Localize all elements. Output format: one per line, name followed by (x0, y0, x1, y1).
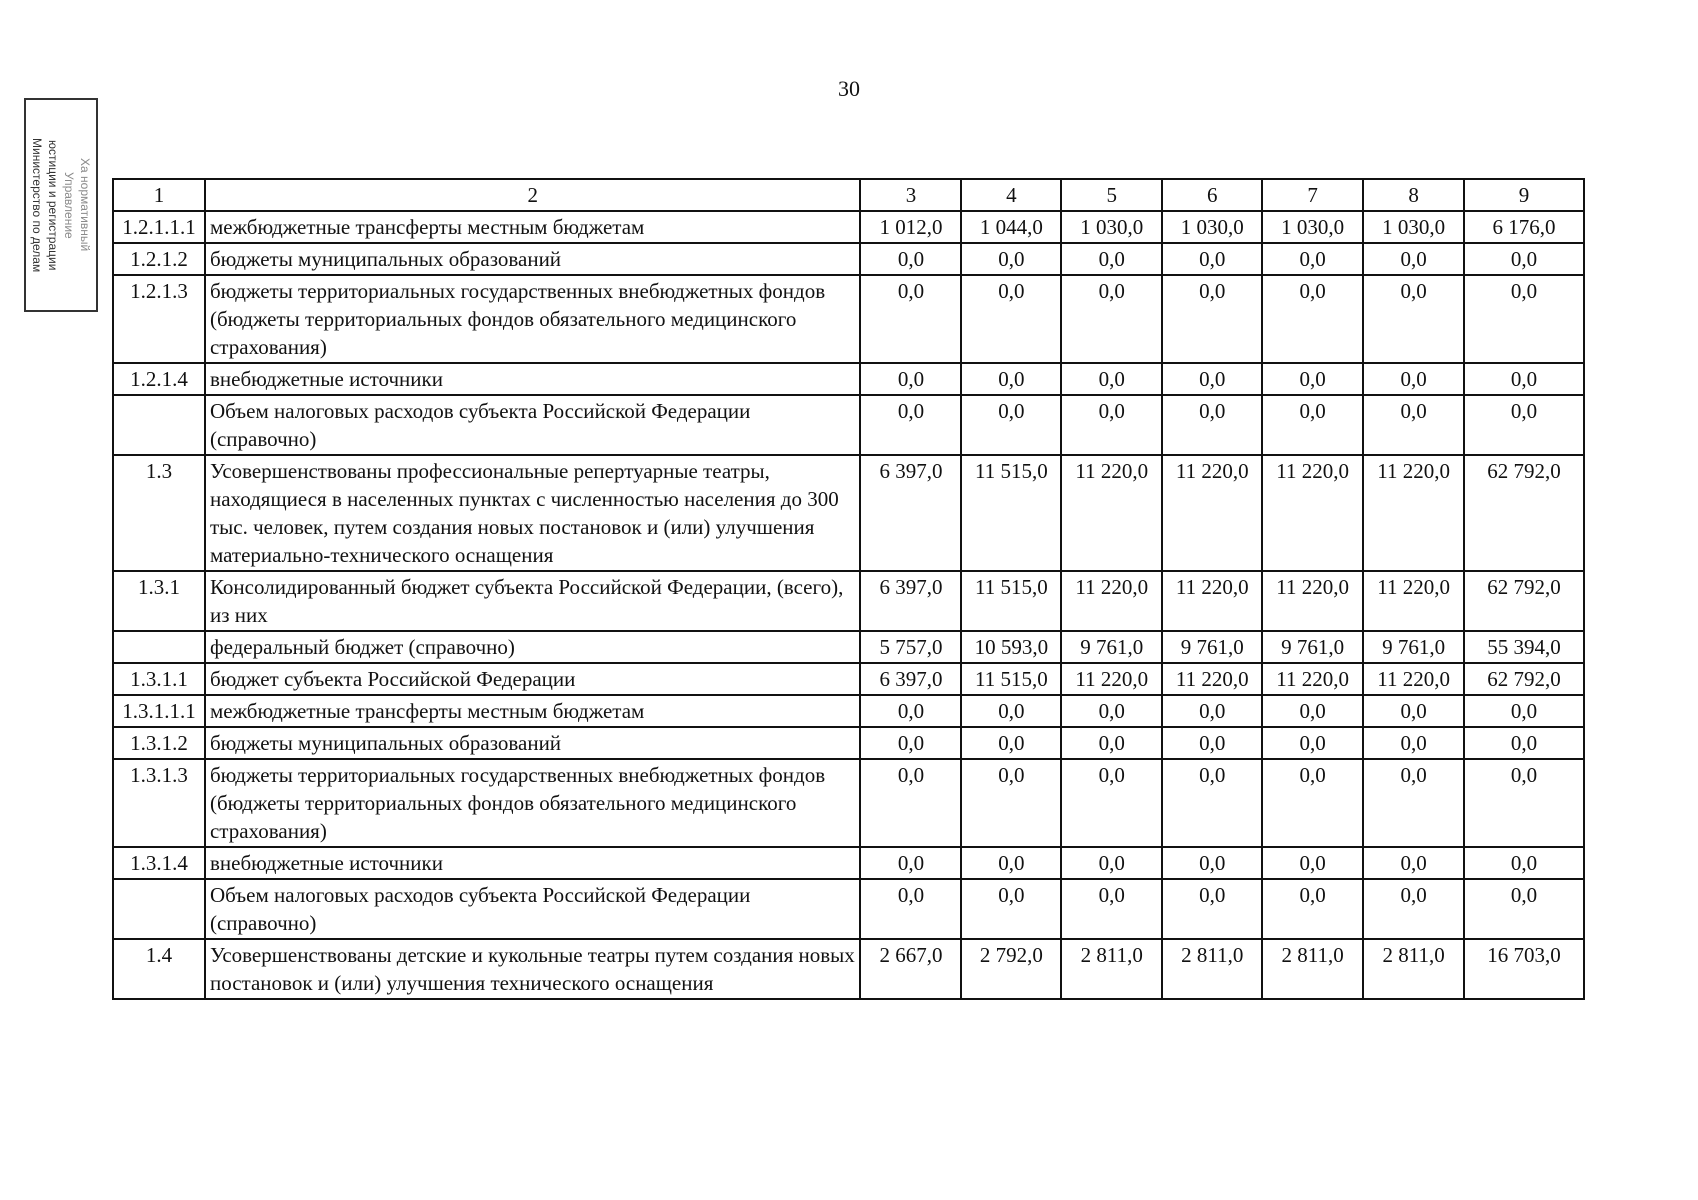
table-row (113, 455, 1584, 571)
table-row (113, 571, 1584, 631)
row-name: Усовершенствованы профессиональные репертуарные театры, находящиеся в населенных пунктах с численностью населения до 300 тыс. человек, путем создания новых постановок и (или) улучшения материально-технического оснащения (205, 455, 861, 571)
row-value: 0,0 (1464, 847, 1584, 879)
header-row (113, 179, 1584, 211)
row-value: 0,0 (961, 695, 1061, 727)
column-header: 8 (1363, 179, 1464, 211)
row-name: внебюджетные источники (205, 847, 861, 879)
table-row (113, 695, 1584, 727)
row-value: 11 220,0 (1061, 663, 1162, 695)
row-value: 55 394,0 (1464, 631, 1584, 663)
column-header: 1 (113, 179, 205, 211)
row-name: федеральный бюджет (справочно) (205, 631, 861, 663)
row-value: 0,0 (1162, 243, 1262, 275)
row-value: 0,0 (1464, 363, 1584, 395)
row-value: 0,0 (1061, 695, 1162, 727)
row-value: 11 220,0 (1061, 571, 1162, 631)
row-value: 0,0 (1363, 879, 1464, 939)
row-name: бюджеты муниципальных образований (205, 243, 861, 275)
row-value: 0,0 (860, 879, 961, 939)
row-value: 0,0 (860, 363, 961, 395)
table-row (113, 631, 1584, 663)
row-value: 62 792,0 (1464, 571, 1584, 631)
row-code (113, 631, 205, 663)
row-value: 9 761,0 (1262, 631, 1363, 663)
row-name: внебюджетные источники (205, 363, 861, 395)
row-value: 11 515,0 (961, 455, 1061, 571)
row-value: 0,0 (1262, 879, 1363, 939)
row-value: 1 030,0 (1363, 211, 1464, 243)
row-code (113, 395, 205, 455)
row-value: 11 220,0 (1162, 663, 1262, 695)
row-value: 0,0 (1162, 363, 1262, 395)
row-code: 1.3.1.1 (113, 663, 205, 695)
row-name: Усовершенствованы детские и кукольные театры путем создания новых постановок и (или) улучшения технического оснащения (205, 939, 861, 999)
row-value: 0,0 (1262, 363, 1363, 395)
row-value: 0,0 (1363, 395, 1464, 455)
row-value: 11 220,0 (1262, 455, 1363, 571)
row-name: бюджет субъекта Российской Федерации (205, 663, 861, 695)
row-name: Консолидированный бюджет субъекта Российской Федерации, (всего), из них (205, 571, 861, 631)
row-code: 1.2.1.3 (113, 275, 205, 363)
column-header: 3 (860, 179, 961, 211)
row-value: 0,0 (1262, 759, 1363, 847)
row-value: 0,0 (1464, 727, 1584, 759)
row-value: 0,0 (860, 695, 961, 727)
row-value: 0,0 (1363, 759, 1464, 847)
row-value: 0,0 (1162, 879, 1262, 939)
row-value: 0,0 (1061, 243, 1162, 275)
row-value: 0,0 (860, 759, 961, 847)
row-value: 10 593,0 (961, 631, 1061, 663)
column-header: 9 (1464, 179, 1584, 211)
row-value: 0,0 (1363, 243, 1464, 275)
row-value: 0,0 (1464, 395, 1584, 455)
row-value: 2 811,0 (1162, 939, 1262, 999)
row-value: 6 176,0 (1464, 211, 1584, 243)
row-value: 0,0 (1061, 847, 1162, 879)
column-header: 6 (1162, 179, 1262, 211)
stamp-line: Управление (62, 171, 76, 239)
row-code: 1.2.1.2 (113, 243, 205, 275)
row-value: 0,0 (1162, 695, 1262, 727)
budget-table (112, 178, 1585, 1000)
table-row (113, 395, 1584, 455)
row-value: 0,0 (1363, 847, 1464, 879)
row-value: 11 220,0 (1363, 455, 1464, 571)
row-value: 0,0 (961, 395, 1061, 455)
row-value: 0,0 (961, 759, 1061, 847)
row-value: 0,0 (1464, 243, 1584, 275)
row-value: 1 030,0 (1262, 211, 1363, 243)
row-code: 1.4 (113, 939, 205, 999)
row-name: Объем налоговых расходов субъекта Российской Федерации (справочно) (205, 395, 861, 455)
registration-stamp (24, 98, 98, 312)
table-row (113, 275, 1584, 363)
row-code: 1.3.1.4 (113, 847, 205, 879)
row-value: 0,0 (1061, 363, 1162, 395)
table-row (113, 847, 1584, 879)
row-value: 0,0 (1162, 759, 1262, 847)
table-row (113, 759, 1584, 847)
row-value: 0,0 (1262, 695, 1363, 727)
row-value: 0,0 (1162, 275, 1262, 363)
row-value: 11 220,0 (1061, 455, 1162, 571)
row-value: 2 811,0 (1262, 939, 1363, 999)
row-value: 0,0 (1464, 695, 1584, 727)
row-code: 1.3.1.2 (113, 727, 205, 759)
row-value: 0,0 (1464, 879, 1584, 939)
row-value: 2 811,0 (1363, 939, 1464, 999)
table-row (113, 879, 1584, 939)
row-value: 62 792,0 (1464, 663, 1584, 695)
row-value: 6 397,0 (860, 455, 961, 571)
row-name: межбюджетные трансферты местным бюджетам (205, 211, 861, 243)
column-header: 4 (961, 179, 1061, 211)
row-value: 1 030,0 (1162, 211, 1262, 243)
row-value: 0,0 (1262, 847, 1363, 879)
row-name: Объем налоговых расходов субъекта Российской Федерации (справочно) (205, 879, 861, 939)
row-value: 1 012,0 (860, 211, 961, 243)
row-code: 1.2.1.4 (113, 363, 205, 395)
row-value: 0,0 (860, 727, 961, 759)
row-code: 1.3.1.3 (113, 759, 205, 847)
row-value: 0,0 (961, 275, 1061, 363)
column-header: 2 (205, 179, 861, 211)
row-name: бюджеты территориальных государственных внебюджетных фондов (бюджеты территориальных фондов обязательного медицинского страхования) (205, 275, 861, 363)
row-value: 0,0 (1162, 395, 1262, 455)
row-value: 0,0 (1464, 275, 1584, 363)
row-name: межбюджетные трансферты местным бюджетам (205, 695, 861, 727)
row-value: 0,0 (1363, 727, 1464, 759)
row-value: 6 397,0 (860, 571, 961, 631)
row-value: 5 757,0 (860, 631, 961, 663)
row-value: 0,0 (961, 243, 1061, 275)
column-header: 7 (1262, 179, 1363, 211)
row-value: 0,0 (1061, 759, 1162, 847)
row-name: бюджеты муниципальных образований (205, 727, 861, 759)
row-value: 11 515,0 (961, 571, 1061, 631)
row-value: 9 761,0 (1162, 631, 1262, 663)
row-value: 0,0 (860, 847, 961, 879)
row-value: 11 220,0 (1262, 571, 1363, 631)
table-body (113, 211, 1584, 999)
row-value: 11 220,0 (1262, 663, 1363, 695)
table-row (113, 363, 1584, 395)
row-code: 1.3.1.1.1 (113, 695, 205, 727)
table-row (113, 243, 1584, 275)
table-row (113, 663, 1584, 695)
stamp-line: Министерство по делам (30, 137, 44, 273)
row-value: 2 811,0 (1061, 939, 1162, 999)
row-value: 0,0 (1363, 275, 1464, 363)
row-value: 11 515,0 (961, 663, 1061, 695)
row-value: 0,0 (1061, 727, 1162, 759)
row-value: 0,0 (961, 847, 1061, 879)
row-value: 0,0 (860, 395, 961, 455)
row-value: 11 220,0 (1363, 663, 1464, 695)
stamp-line: Xa нормативный (78, 158, 92, 252)
row-value: 16 703,0 (1464, 939, 1584, 999)
row-value: 0,0 (961, 879, 1061, 939)
row-value: 0,0 (1464, 759, 1584, 847)
row-code: 1.2.1.1.1 (113, 211, 205, 243)
row-name: бюджеты территориальных государственных внебюджетных фондов (бюджеты территориальных фондов обязательного медицинского страхования) (205, 759, 861, 847)
row-value: 0,0 (1363, 695, 1464, 727)
row-value: 0,0 (1262, 395, 1363, 455)
row-value: 0,0 (1061, 275, 1162, 363)
row-value: 2 667,0 (860, 939, 961, 999)
row-value: 6 397,0 (860, 663, 961, 695)
row-value: 0,0 (1061, 879, 1162, 939)
row-value: 62 792,0 (1464, 455, 1584, 571)
row-value: 0,0 (1262, 243, 1363, 275)
row-value: 0,0 (860, 243, 961, 275)
row-value: 2 792,0 (961, 939, 1061, 999)
stamp-line: юстиции и регистрации (46, 139, 60, 271)
row-value: 9 761,0 (1363, 631, 1464, 663)
row-value: 11 220,0 (1363, 571, 1464, 631)
row-value: 0,0 (1262, 275, 1363, 363)
row-value: 0,0 (860, 275, 961, 363)
row-value: 0,0 (1363, 363, 1464, 395)
row-code (113, 879, 205, 939)
row-code: 1.3 (113, 455, 205, 571)
row-value: 0,0 (961, 727, 1061, 759)
row-code: 1.3.1 (113, 571, 205, 631)
row-value: 0,0 (1061, 395, 1162, 455)
page-number: 30 (838, 76, 860, 101)
table-row (113, 727, 1584, 759)
row-value: 9 761,0 (1061, 631, 1162, 663)
row-value: 0,0 (961, 363, 1061, 395)
row-value: 11 220,0 (1162, 571, 1262, 631)
table-row (113, 939, 1584, 999)
row-value: 1 030,0 (1061, 211, 1162, 243)
table-row (113, 211, 1584, 243)
column-header: 5 (1061, 179, 1162, 211)
row-value: 11 220,0 (1162, 455, 1262, 571)
row-value: 1 044,0 (961, 211, 1061, 243)
row-value: 0,0 (1162, 727, 1262, 759)
row-value: 0,0 (1162, 847, 1262, 879)
row-value: 0,0 (1262, 727, 1363, 759)
